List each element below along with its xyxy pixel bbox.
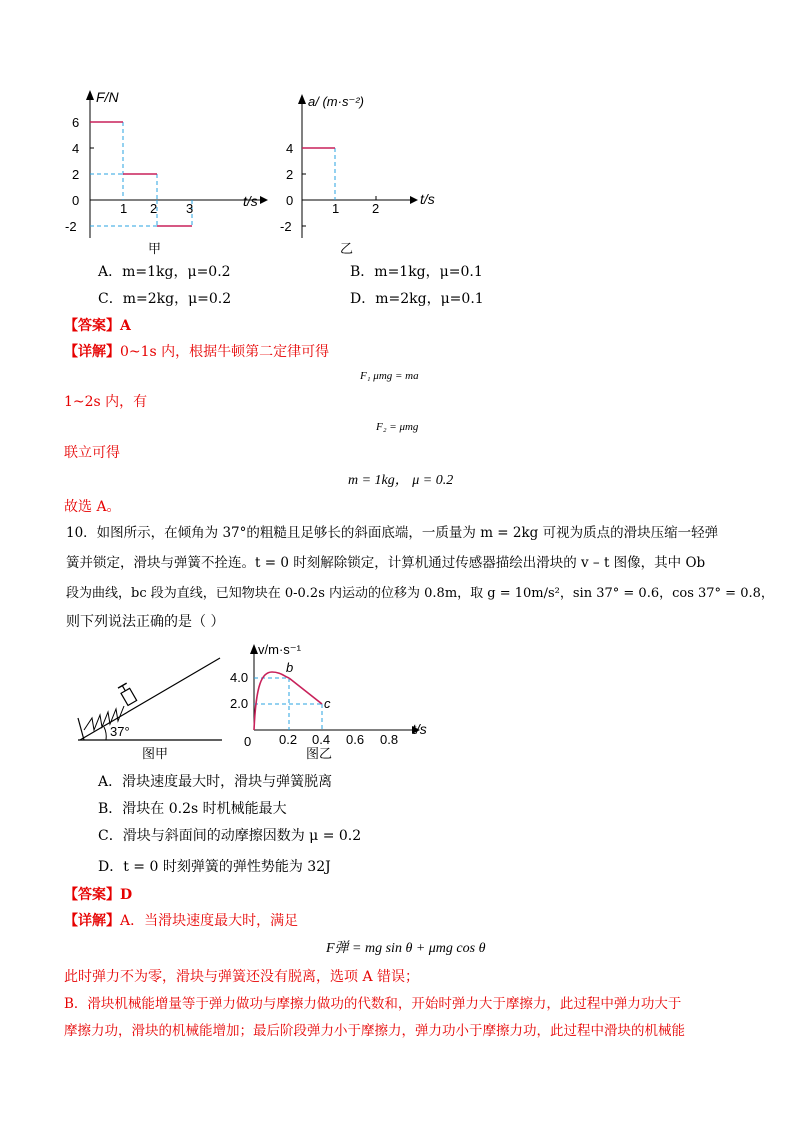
y-axis-label: v/m·s⁻¹	[258, 642, 301, 657]
question-stem-line: 则下列说法正确的是（ ）	[66, 614, 225, 630]
figure-caption: 图乙	[306, 746, 333, 761]
question-stem-line: 段为曲线，bc 段为直线，已知物块在 0-0.2s 内运动的位移为 0.8m，取 g = 10m/s²，sin 37° = 0.6，cos 37° = 0.8，	[66, 586, 774, 601]
angle-label: 37°	[110, 724, 130, 739]
detail-paragraph	[64, 911, 298, 931]
detail-text: 此时弹力不为零，滑块与弹簧还没有脱离，选项 A 错误；	[64, 969, 420, 985]
option-b: B．m=1kg，μ=0.1	[350, 264, 483, 280]
question-stem-line: 10．如图所示，在倾角为 37°的粗糙且足够长的斜面底端，一质量为 m = 2kg 可视为质点的滑块压缩一轻弹	[66, 525, 719, 541]
angle-arc	[104, 727, 106, 740]
equation: F₂ = μmg	[376, 421, 419, 433]
detail-text: 1~2s 内，有	[64, 394, 148, 410]
y-tick-label: 4.0	[230, 670, 249, 685]
option-c: C．滑块与斜面间的动摩擦因数为 μ = 0.2	[98, 828, 362, 844]
answer-label: 【答案】D	[64, 887, 133, 903]
y-axis-arrow	[298, 94, 306, 104]
x-tick-label: 1	[332, 201, 340, 216]
figure-caption: 乙	[340, 241, 354, 256]
question-stem-line: 簧并锁定，滑块与弹簧不拴连。t = 0 时刻解除锁定，计算机通过传感器描绘出滑块的 v – t 图像，其中 Ob	[66, 555, 706, 571]
y-tick-label: -2	[280, 219, 292, 234]
y-tick-label: 6	[72, 115, 80, 130]
figure-caption: 甲	[148, 241, 162, 256]
detail-text: 摩擦力功，滑块的机械能增加；最后阶段弹力小于摩擦力，弹力功小于摩擦力功，此过程中滑块的机械能	[64, 1023, 685, 1039]
x-tick-label: 2	[372, 201, 380, 216]
wall	[78, 718, 84, 740]
x-tick-label: 0.6	[346, 732, 365, 747]
y-tick-label: 2.0	[230, 696, 249, 711]
y-tick-label: 2	[72, 167, 80, 182]
figure-incline	[70, 650, 230, 762]
x-tick-label: 1	[120, 201, 128, 216]
x-tick-label: 0.8	[380, 732, 399, 747]
equation: m = 1kg， μ = 0.2	[348, 473, 454, 488]
figure-jia-force-graph	[60, 88, 270, 258]
x-axis-label: t/s	[412, 721, 427, 737]
figure-vt-graph	[226, 638, 446, 762]
x-tick-label: 0.2	[279, 732, 298, 747]
y-tick-label: 4	[72, 141, 80, 156]
point-label-c: c	[324, 696, 331, 711]
figure-yi-acceleration-graph	[270, 88, 450, 258]
velocity-line-bc	[289, 678, 322, 704]
y-tick-label: 4	[286, 141, 294, 156]
point-label-b: b	[286, 660, 294, 675]
option-c: C．m=2kg，μ=0.2	[98, 291, 232, 307]
x-axis-arrow	[260, 196, 268, 204]
x-axis-arrow	[410, 196, 418, 204]
detail-text: B．滑块机械能增量等于弹力做功与摩擦力做功的代数和，开始时弹力大于摩擦力，此过程中弹力功大于	[64, 996, 682, 1012]
incline-surface	[80, 658, 220, 740]
x-tick-label: 3	[186, 201, 194, 216]
equation: F弹 = mg sin θ + μmg cos θ	[326, 941, 486, 956]
y-axis-label: a/ (m·s⁻²)	[308, 94, 364, 109]
option-b: B．滑块在 0.2s 时机械能最大	[98, 801, 287, 817]
option-a: A．m=1kg，μ=0.2	[98, 264, 231, 280]
detail-text: 联立可得	[64, 445, 120, 461]
y-axis-arrow	[250, 644, 258, 654]
y-axis-label: F/N	[96, 89, 119, 105]
velocity-curve-ob	[254, 672, 289, 730]
x-axis-label: t/s	[420, 191, 435, 207]
answer-label: 【答案】A	[64, 318, 131, 334]
y-tick-label: -2	[65, 219, 77, 234]
x-axis-label: t/s	[243, 193, 258, 209]
y-axis-arrow	[86, 90, 94, 100]
x-tick-label: 2	[150, 201, 158, 216]
x-tick-label: 0.4	[312, 732, 331, 747]
option-d: D．t = 0 时刻弹簧的弹性势能为 32J	[98, 859, 331, 875]
detail-text: 0~1s 内，根据牛顿第二定律可得	[120, 344, 330, 360]
option-d: D．m=2kg，μ=0.1	[350, 291, 484, 307]
detail-label: 【详解】	[64, 913, 120, 929]
detail-text: A．当滑块速度最大时，满足	[120, 913, 299, 929]
y-tick-label: 0	[72, 193, 80, 208]
y-tick-label: 0	[286, 193, 294, 208]
detail-label: 【详解】	[64, 344, 120, 360]
detail-text: 故选 A。	[64, 499, 121, 515]
option-a: A．滑块速度最大时，滑块与弹簧脱离	[98, 774, 333, 790]
figure-caption: 图甲	[142, 746, 169, 761]
y-tick-label: 2	[286, 167, 294, 182]
detail-paragraph	[64, 342, 329, 362]
slider-block	[118, 683, 137, 705]
x-tick-label: 0	[244, 734, 252, 749]
equation: F₁ μmg = ma	[360, 370, 419, 382]
